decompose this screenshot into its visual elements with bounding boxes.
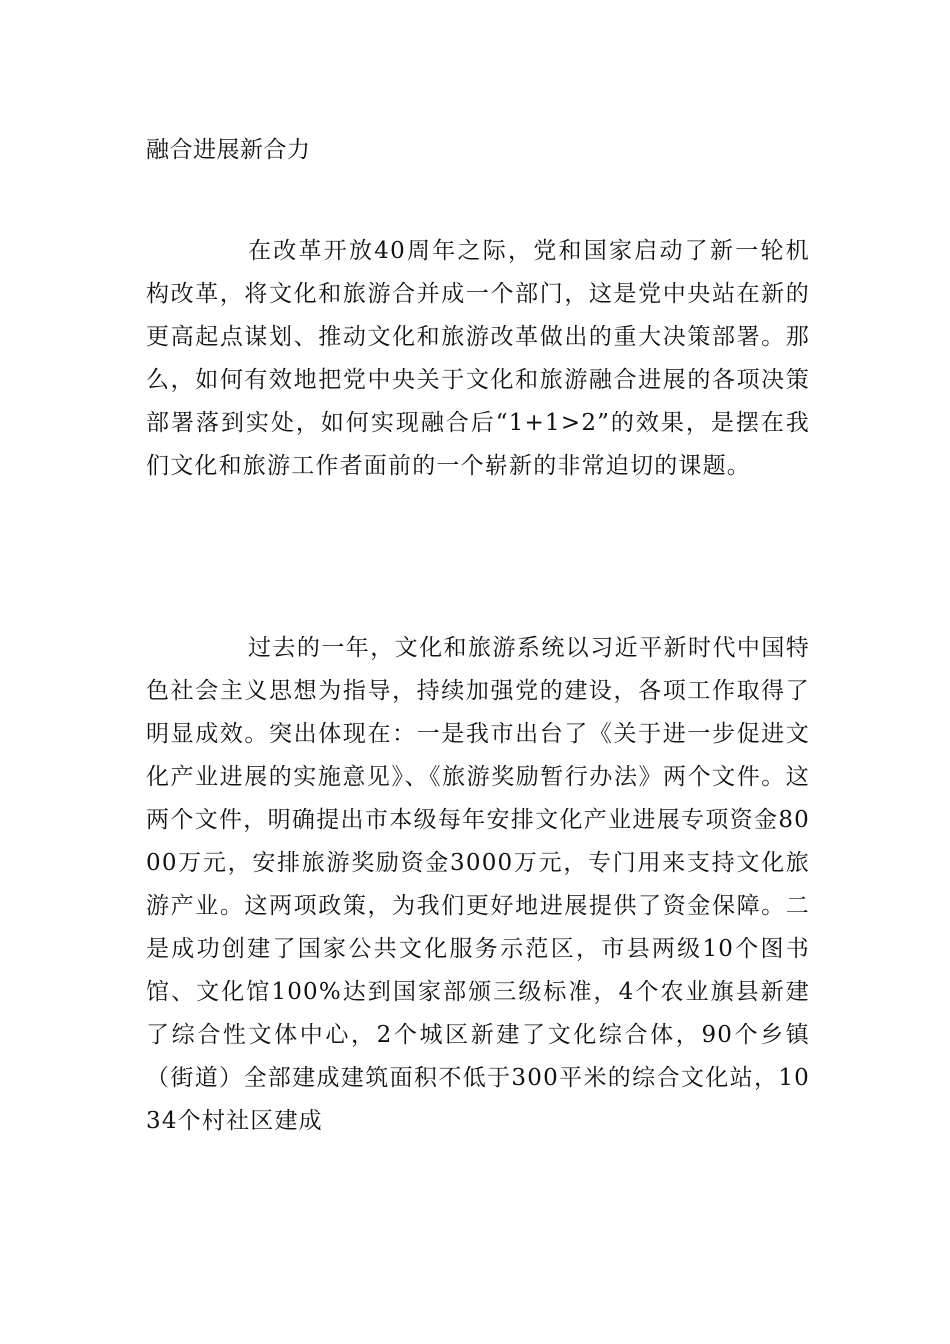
document-title: 融合进展新合力: [146, 137, 311, 163]
paragraph-2: 过去的一年，文化和旅游系统以习近平新时代中国特色社会主义思想为指导，持续加强党的建设，各项工作取得了明显成效。突出体现在：一是我市出台了《关于进一步促进文化产业进展的实施意见》、《旅游奖励暂行办法》两个文件。这两个文件，明确提出市本级每年安排文化产业进展专项资金8000万元，安排旅游奖励资金3000万元，专门用来支持文化旅游产业。这两项政策，为我们更好地进展提供了资金保障。二是成功创建了国家公共文化服务示范区，市县两级10个图书馆、文化馆100%达到国家部颁三级标准，4个农业旗县新建了综合性文体中心，2个城区新建了文化综合体，90个乡镇（街道）全部建成建筑面积不低于300平米的综合文化站，1034个村社区建成: [146, 635, 810, 1134]
paragraph-1: 在改革开放40周年之际，党和国家启动了新一轮机构改革，将文化和旅游合并成一个部门，这是党中央站在新的更高起点谋划、推动文化和旅游改革做出的重大决策部署。那么，如何有效地把党中央关于文化和旅游融合进展的各项决策部署落到实处，如何实现融合后“1+1>2”的效果，是摆在我们文化和旅游工作者面前的一个崭新的非常迫切的课题。: [146, 238, 810, 479]
